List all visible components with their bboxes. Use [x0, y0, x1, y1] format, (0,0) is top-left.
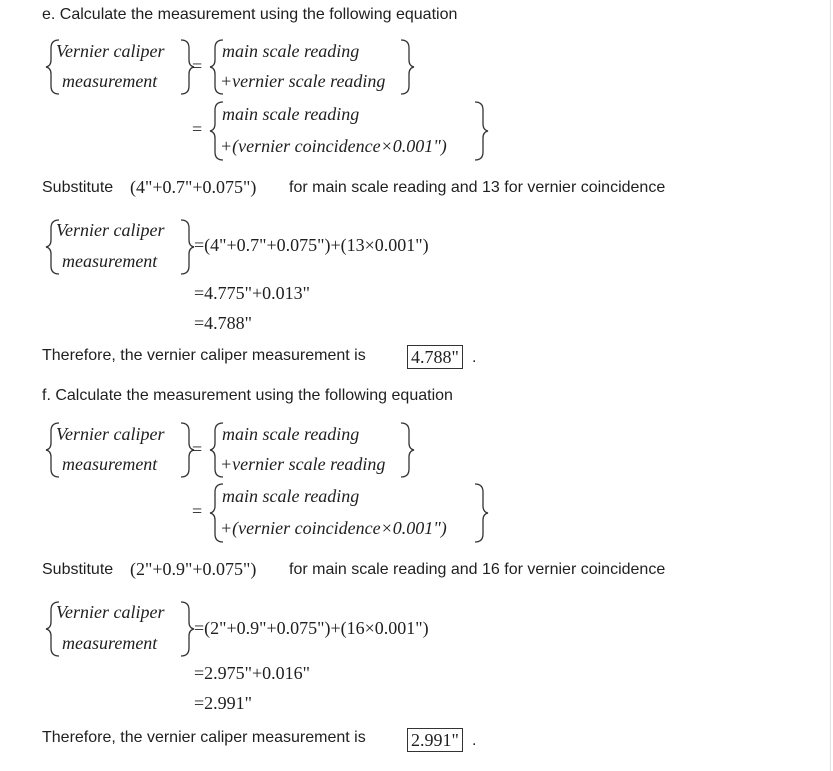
part-e-calc-step1: =(4"+0.7"+0.075")+(13×0.001") [194, 235, 429, 255]
part-e-substitute-suffix: for main scale reading and 13 for vernier coincidence [289, 179, 666, 196]
lhs-line2: measurement [62, 454, 158, 474]
lhs-line1: Vernier caliper [56, 41, 165, 61]
part-f-calc-step2: =2.975"+0.016" [194, 663, 310, 683]
rhs2-line2: +(vernier coincidence×0.001") [220, 136, 447, 156]
equals-sign: = [192, 119, 203, 139]
rhs1-line1: main scale reading [222, 41, 360, 61]
equals-sign: = [192, 439, 203, 459]
part-f-result-text: Therefore, the vernier caliper measurement is [42, 729, 366, 746]
lhs-line1: Vernier caliper [56, 602, 165, 622]
rhs2-line1: main scale reading [222, 486, 360, 506]
part-e-substitute-value: (4"+0.7"+0.075") [130, 177, 257, 197]
part-f-substitute-prefix: Substitute [42, 561, 114, 578]
lhs-line1: Vernier caliper [56, 220, 165, 240]
part-e-result-text: Therefore, the vernier caliper measurement is [42, 347, 366, 364]
part-f-result-box: 2.991" [407, 728, 463, 752]
right-brace-icon [472, 100, 490, 162]
part-f-heading: f. Calculate the measurement using the following equation [42, 387, 453, 404]
part-f-result-period: . [472, 732, 477, 749]
lhs-line2: measurement [62, 71, 158, 91]
equals-sign: = [192, 501, 203, 521]
part-e-result-period: . [472, 349, 477, 366]
part-f-calc-step1: =(2"+0.9"+0.075")+(16×0.001") [194, 618, 429, 638]
rhs2-line2: +(vernier coincidence×0.001") [220, 518, 447, 538]
part-f-substitute-suffix: for main scale reading and 16 for vernier coincidence [289, 561, 666, 578]
part-e-calc-step3: =4.788" [194, 313, 252, 333]
rhs1-line2: +vernier scale reading [220, 71, 386, 91]
part-e-substitute-prefix: Substitute [42, 179, 114, 196]
rhs2-line1: main scale reading [222, 104, 360, 124]
lhs-line2: measurement [62, 633, 158, 653]
part-e-calc-step2: =4.775"+0.013" [194, 283, 310, 303]
rhs1-line1: main scale reading [222, 424, 360, 444]
part-f-calc-step3: =2.991" [194, 693, 252, 713]
lhs-line2: measurement [62, 251, 158, 271]
right-brace-icon [398, 421, 416, 479]
part-e-heading: e. Calculate the measurement using the following equation [42, 6, 458, 23]
equals-sign: = [192, 56, 203, 76]
lhs-line1: Vernier caliper [56, 424, 165, 444]
part-f-substitute-value: (2"+0.9"+0.075") [130, 559, 257, 579]
part-e-result-box: 4.788" [407, 345, 463, 369]
rhs1-line2: +vernier scale reading [220, 454, 386, 474]
right-brace-icon [398, 38, 416, 96]
right-brace-icon [472, 482, 490, 544]
